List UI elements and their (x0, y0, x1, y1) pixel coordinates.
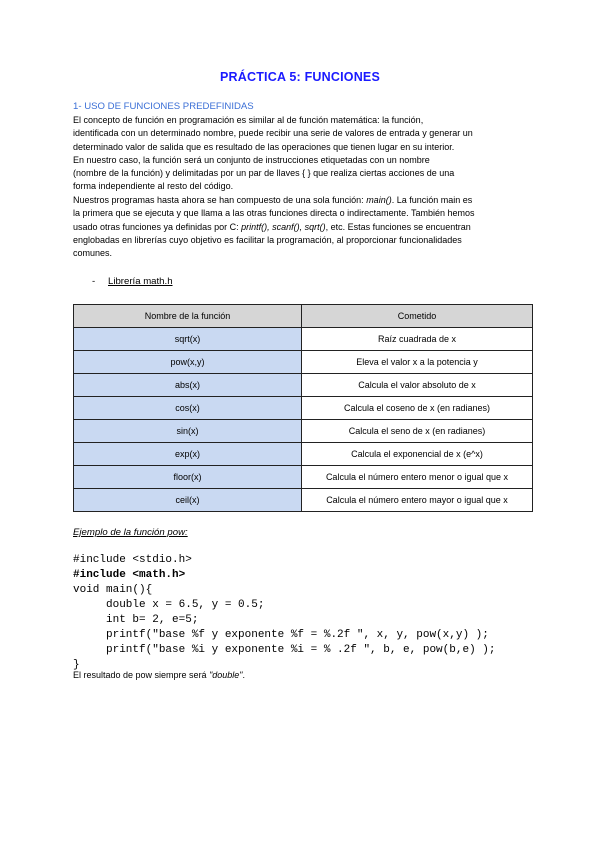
intro-line: forma independiente al resto del código. (73, 181, 234, 192)
para-line: englobadas en librerías cuyo objetivo es facilitar la programación, al proporcionar funcionalidades (73, 234, 462, 245)
function-purpose-cell: Calcula el coseno de x (en radianes) (302, 397, 533, 420)
result-note: El resultado de pow siempre será "double". (73, 670, 246, 680)
code-line: #include <math.h> (73, 569, 186, 581)
table-row (74, 466, 533, 489)
function-purpose-cell: Calcula el valor absoluto de x (302, 374, 533, 397)
function-name-cell: sqrt(x) (74, 328, 302, 351)
header-purpose: Cometido (302, 305, 533, 328)
function-purpose-cell: Calcula el exponencial de x (e^x) (302, 443, 533, 466)
function-name-cell: ceil(x) (74, 489, 302, 512)
table-row (74, 374, 533, 397)
function-purpose-cell: Calcula el número entero mayor o igual que x (302, 489, 533, 512)
function-purpose-cell: Calcula el número entero menor o igual que x (302, 466, 533, 489)
para-line: comunes. (73, 248, 113, 259)
intro-line: determinado valor de salida que es resultado de las operaciones que tienen lugar en su interior. (73, 141, 455, 152)
example-heading: Ejemplo de la función pow: (73, 527, 188, 538)
para-line: usado otras funciones ya definidas por C: printf(), scanf(), sqrt(), etc. Estas funciones se encuentran (73, 221, 471, 232)
main-function-ref: main() (366, 195, 392, 205)
function-name-cell: sin(x) (74, 420, 302, 443)
intro-line: El concepto de función en programación es similar al de función matemática: la función, (73, 115, 424, 125)
code-line: #include <stdio.h> (73, 554, 192, 566)
library-bullet (92, 276, 173, 287)
code-line: printf("base %i y exponente %i = % .2f ", b, e, pow(b,e) ); (73, 644, 496, 656)
code-line: double x = 6.5, y = 0.5; (73, 599, 265, 611)
table-row (74, 420, 533, 443)
code-block (73, 553, 495, 673)
function-purpose-cell: Calcula el seno de x (en radianes) (302, 420, 533, 443)
function-name-cell: cos(x) (74, 397, 302, 420)
library-label: Librería math.h (108, 276, 173, 287)
section-heading: 1- USO DE FUNCIONES PREDEFINIDAS (73, 101, 254, 112)
intro-line: En nuestro caso, la función será un conjunto de instrucciones etiquetadas con un nombre (73, 154, 430, 165)
table-row (74, 443, 533, 466)
para-line: Nuestros programas hasta ahora se han compuesto de una sola función: main(). La función main es (73, 195, 473, 205)
intro-paragraph (73, 114, 533, 194)
code-line: } (73, 659, 80, 671)
functions-paragraph (73, 194, 533, 260)
function-name-cell: floor(x) (74, 466, 302, 489)
function-name-cell: exp(x) (74, 443, 302, 466)
table-row (74, 489, 533, 512)
function-name-cell: pow(x,y) (74, 351, 302, 374)
intro-line: identificada con un determinado nombre, puede recibir una serie de valores de entrada y generar un (73, 128, 473, 139)
table-row (74, 328, 533, 351)
result-type: "double" (209, 670, 243, 680)
table-header-row (74, 305, 533, 328)
code-line: int b= 2, e=5; (73, 614, 199, 626)
function-purpose-cell: Raíz cuadrada de x (302, 328, 533, 351)
function-purpose-cell: Eleva el valor x a la potencia y (302, 351, 533, 374)
bullet-dash: - (92, 276, 96, 287)
header-function-name: Nombre de la función (74, 305, 302, 328)
code-line: printf("base %f y exponente %f = %.2f ", x, y, pow(x,y) ); (73, 629, 489, 641)
para-line: la primera que se ejecuta y que llama a las otras funciones directa o indirectamente. También hemos (73, 208, 475, 219)
intro-line: (nombre de la función) y delimitadas por un par de llaves { } que realiza ciertas acciones de una (73, 168, 455, 179)
table-row (74, 397, 533, 420)
functions-table (73, 304, 533, 512)
c-functions-ref: printf(), scanf(), sqrt() (241, 221, 326, 232)
table-row (74, 351, 533, 374)
function-name-cell: abs(x) (74, 374, 302, 397)
page-title: PRÁCTICA 5: FUNCIONES (220, 70, 380, 84)
code-line: void main(){ (73, 584, 153, 596)
